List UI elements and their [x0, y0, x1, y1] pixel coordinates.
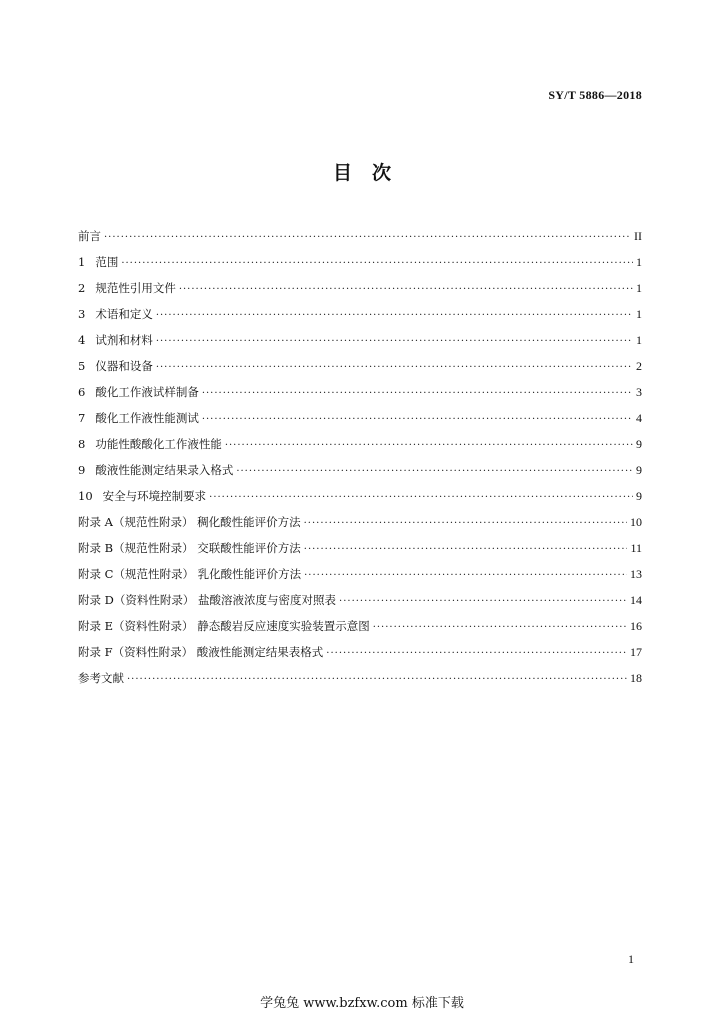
standard-number: SY/T 5886—2018 [548, 88, 642, 102]
toc-entry-label [78, 280, 176, 296]
toc-entry[interactable] [78, 358, 642, 384]
toc-entry-text: 术语和定义 [95, 307, 153, 321]
toc-entry-page: 16 [630, 619, 642, 633]
toc-entry[interactable] [78, 514, 642, 540]
toc-entry-label [78, 488, 206, 504]
toc-entry-label [78, 254, 118, 270]
toc-entry-text: 安全与环境控制要求 [102, 489, 207, 503]
toc-entry-page: 2 [636, 359, 642, 373]
toc-entry-label [78, 592, 336, 608]
toc-entry-number: 1 [78, 255, 86, 269]
toc-entry-number: 5 [78, 359, 86, 373]
table-of-contents [78, 228, 642, 696]
toc-entry-label [78, 410, 199, 426]
toc-entry-page: 17 [630, 645, 642, 659]
toc-entry-page: 1 [636, 333, 642, 347]
toc-entry-number: 6 [78, 385, 86, 399]
toc-dot-leader [236, 466, 633, 477]
toc-entry-text: 仪器和设备 [95, 359, 153, 373]
toc-entry-text: 附录 C（规范性附录） 乳化酸性能评价方法 [78, 567, 302, 581]
toc-entry-number: 2 [78, 281, 86, 295]
toc-entry[interactable] [78, 592, 642, 618]
toc-entry-label [78, 384, 199, 400]
toc-entry[interactable] [78, 644, 642, 670]
toc-entry[interactable] [78, 488, 642, 514]
toc-entry[interactable] [78, 332, 642, 358]
toc-entry[interactable] [78, 618, 642, 644]
toc-entry-text: 附录 E（资料性附录） 静态酸岩反应速度实验装置示意图 [78, 619, 370, 633]
toc-entry[interactable] [78, 254, 642, 280]
toc-entry-page: 11 [630, 541, 642, 555]
toc-entry-text: 附录 D（资料性附录） 盐酸溶液浓度与密度对照表 [78, 593, 337, 607]
toc-entry-number: 7 [78, 411, 86, 425]
toc-dot-leader [156, 310, 633, 321]
toc-entry-label [78, 514, 301, 530]
toc-entry-page: 9 [636, 437, 642, 451]
toc-entry-page: 13 [630, 567, 642, 581]
title-char-2: 次 [372, 162, 392, 184]
toc-entry-number: 4 [78, 333, 86, 347]
toc-entry-text: 酸液性能测定结果录入格式 [95, 463, 234, 477]
toc-entry[interactable] [78, 280, 642, 306]
toc-entry-number: 9 [78, 463, 86, 477]
toc-entry-text: 酸化工作液试样制备 [95, 385, 199, 399]
toc-entry-text: 规范性引用文件 [95, 281, 176, 295]
toc-entry-label [78, 332, 153, 348]
toc-entry-page: 9 [636, 489, 642, 503]
toc-entry-page: 1 [636, 307, 642, 321]
toc-dot-leader [326, 648, 627, 659]
toc-entry-page: 18 [630, 671, 642, 685]
watermark-footer: 学兔兔 www.bzfxw.com 标准下载 [260, 996, 464, 1011]
toc-entry-text: 附录 A（规范性附录） 稠化酸性能评价方法 [78, 515, 301, 529]
toc-entry-text: 试剂和材料 [95, 333, 153, 347]
toc-dot-leader [225, 440, 633, 451]
toc-entry-label [78, 540, 301, 556]
toc-entry-label [78, 566, 301, 582]
toc-entry-page: 1 [636, 255, 642, 269]
toc-entry-text: 参考文献 [78, 671, 124, 685]
toc-entry-number: 3 [78, 307, 86, 321]
toc-dot-leader [304, 518, 627, 529]
toc-entry[interactable] [78, 410, 642, 436]
toc-entry-number: 8 [78, 437, 86, 451]
toc-entry[interactable] [78, 566, 642, 592]
toc-dot-leader [304, 544, 628, 555]
toc-dot-leader [156, 336, 633, 347]
page-title [0, 158, 724, 185]
toc-entry-page: 3 [636, 385, 642, 399]
toc-entry[interactable] [78, 540, 642, 566]
toc-entry-page: 9 [636, 463, 642, 477]
toc-dot-leader [156, 362, 633, 373]
toc-entry-number: 10 [78, 489, 93, 503]
toc-dot-leader [202, 388, 633, 399]
toc-entry-page: II [634, 229, 642, 243]
toc-entry[interactable] [78, 228, 642, 254]
toc-dot-leader [179, 284, 633, 295]
toc-entry-page: 1 [636, 281, 642, 295]
toc-entry[interactable] [78, 306, 642, 332]
toc-entry-text: 前言 [78, 229, 101, 243]
title-char-1: 目 [332, 162, 352, 184]
toc-entry-label [78, 358, 153, 374]
toc-entry[interactable] [78, 436, 642, 462]
toc-dot-leader [339, 596, 627, 607]
toc-entry-text: 附录 B（规范性附录） 交联酸性能评价方法 [78, 541, 301, 555]
toc-entry-page: 10 [630, 515, 642, 529]
toc-entry-label [78, 670, 124, 686]
toc-entry-label [78, 618, 370, 634]
toc-dot-leader [121, 258, 633, 269]
toc-entry[interactable] [78, 670, 642, 696]
toc-entry-text: 酸化工作液性能测试 [95, 411, 199, 425]
toc-dot-leader [373, 622, 627, 633]
toc-entry-label [78, 644, 323, 660]
toc-dot-leader [304, 570, 627, 581]
toc-entry-label [78, 462, 233, 478]
toc-entry[interactable] [78, 462, 642, 488]
toc-entry[interactable] [78, 384, 642, 410]
toc-dot-leader [127, 674, 627, 685]
toc-entry-label [78, 306, 153, 322]
toc-entry-page: 4 [636, 411, 642, 425]
toc-dot-leader [202, 414, 633, 425]
page-number: 1 [628, 952, 634, 966]
toc-entry-label [78, 228, 101, 244]
toc-dot-leader [104, 232, 631, 243]
toc-entry-label [78, 436, 222, 452]
toc-entry-text: 功能性酸酸化工作液性能 [95, 437, 222, 451]
toc-entry-text: 附录 F（资料性附录） 酸液性能测定结果表格式 [78, 645, 324, 659]
toc-entry-text: 范围 [95, 255, 119, 269]
toc-entry-page: 14 [630, 593, 642, 607]
toc-dot-leader [209, 492, 633, 503]
